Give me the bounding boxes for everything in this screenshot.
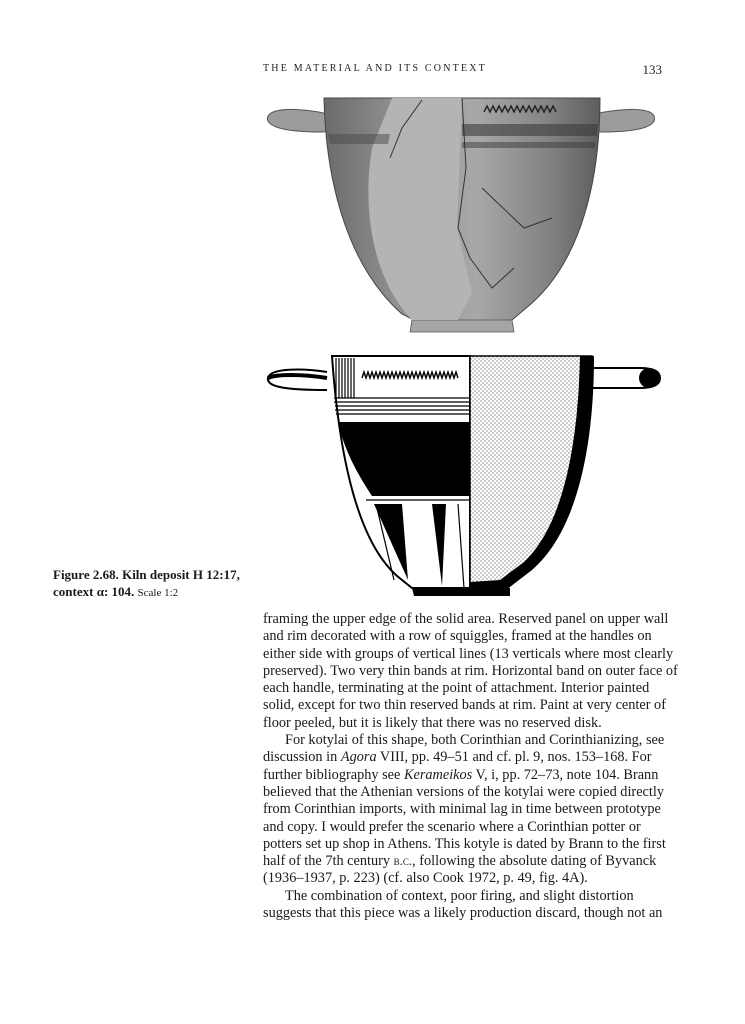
- p2-kerameikos: Kerameikos: [403, 766, 473, 783]
- running-head: THE MATERIAL AND ITS CONTEXT: [263, 63, 487, 74]
- caption-context-symbol: α: [96, 584, 104, 599]
- p2-text-d: , following the absolute dating of Byvanck (1936–1937, p. 223) (cf. also Cook 1972, p. 49, fig. 4A).: [263, 853, 657, 887]
- kotyle-drawing: [262, 350, 662, 600]
- page-number: 133: [642, 62, 662, 77]
- kotyle-photograph: [262, 88, 662, 340]
- paragraph-3: The combination of context, poor firing, and slight distortion suggests that this piece was a likely production discard, though not an: [263, 887, 663, 922]
- figure-caption: [53, 566, 253, 602]
- caption-label: Figure 2.68. Kiln deposit H 12:17, context: [53, 567, 240, 599]
- caption-number: : 104.: [103, 584, 135, 599]
- p2-text-b: VIII, pp. 49–51 and cf. pl. 9, nos. 153–168. For further bibliography see: [263, 749, 652, 783]
- p2-agora: Agora: [340, 749, 377, 766]
- paragraph-2: [263, 732, 683, 888]
- p2-text-c: V, i, pp. 72–73, note 104. Brann believed that the Athenian versions of the kotylai were copied directly from Corinthian imports, with minimal lag in time between prototype and copy. I would prefer the scenario where a Corinthian potter or potters set up shop in Athens. This kotyle is dated by Brann to the first half of the 7th century: [263, 766, 666, 870]
- paragraph-1: framing the upper edge of the solid area. Reserved panel on upper wall and rim decorated with a row of squiggles, framed at the handles on either side with groups of vertical lines (13 verticals where most clearly preserved). Two very thin bands at rim. Horizontal band on outer face of each handle, terminating at the point of attachment. Interior painted solid, except for two thin reserved bands at rim. Paint at very center of floor peeled, but it is likely that there was no reserved disk.: [263, 611, 678, 731]
- caption-scale: Scale 1:2: [137, 587, 179, 599]
- p2-bc: b.c.: [393, 854, 413, 869]
- body-text: [263, 611, 683, 922]
- p2-text-a: For kotylai of this shape, both Corinthian and Corinthianizing, see discussion in: [263, 732, 665, 766]
